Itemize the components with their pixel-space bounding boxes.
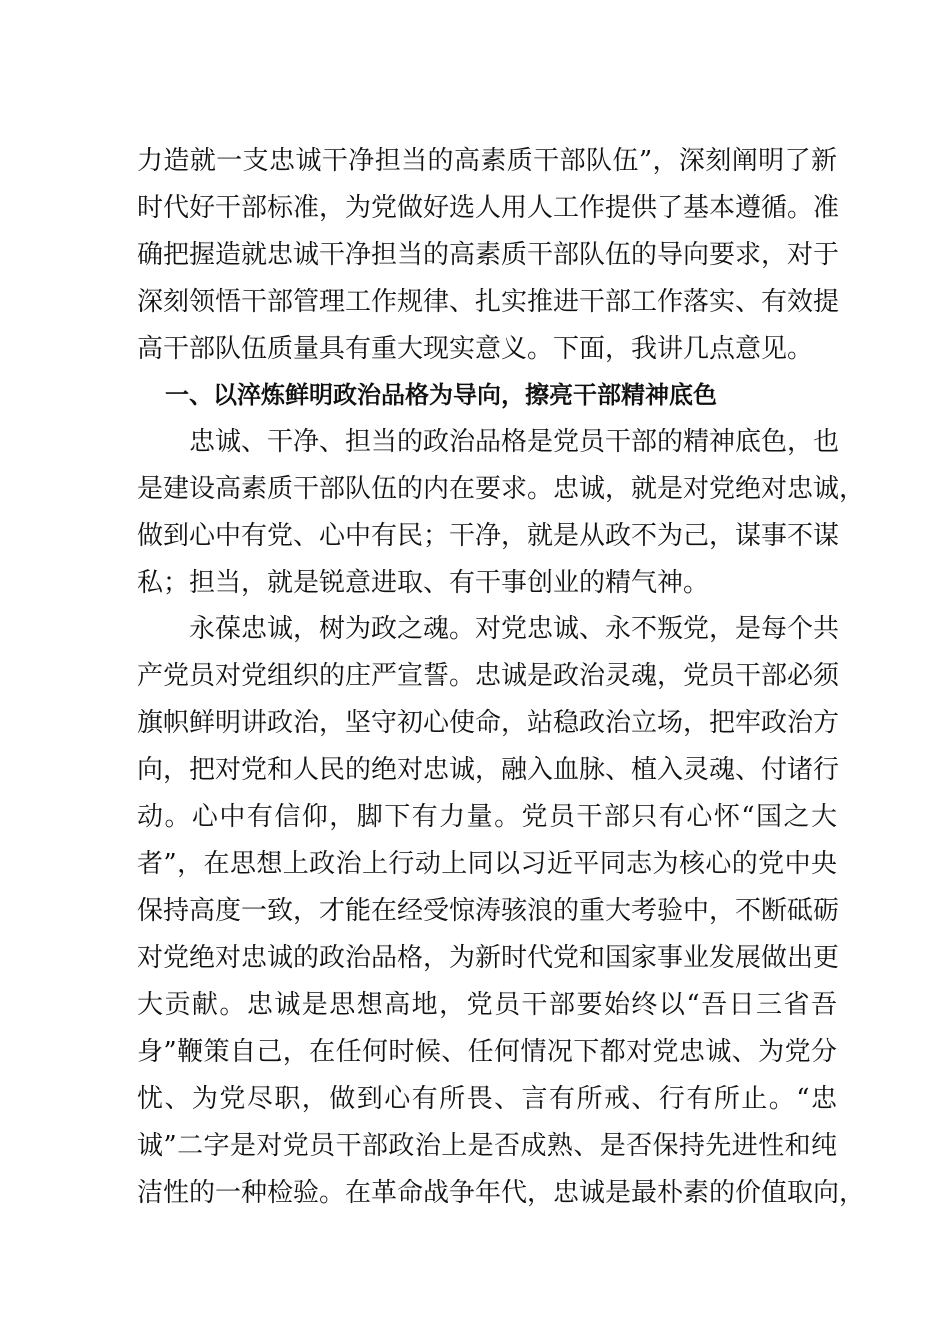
paragraph-1-line-4: 深刻领悟干部管理工作规律、扎实推进干部工作落实、有效提 — [137, 287, 840, 317]
paragraph-3-line-5: 动。心中有信仰，脚下有力量。党员干部只有心怀“国之大 — [137, 802, 837, 832]
section-heading: 一、以淬炼鲜明政治品格为导向，擦亮干部精神底色 — [165, 381, 717, 409]
paragraph-3-line-3: 旗帜鲜明讲政治，坚守初心使命，站稳政治立场，把牢政治方 — [137, 708, 840, 738]
paragraph-1-line-1: 力造就一支忠诚干净担当的高素质干部队伍”，深刻阐明了新 — [137, 146, 837, 176]
paragraph-2-line-2: 是建设高素质干部队伍的内在要求。忠诚，就是对党绝对忠诚， — [137, 474, 866, 504]
paragraph-3-line-10: 身”鞭策自己，在任何时候、任何情况下都对党忠诚、为党分 — [137, 1037, 837, 1067]
paragraph-3-line-2: 产党员对党组织的庄严宣誓。忠诚是政治灵魂，党员干部必须 — [137, 661, 840, 691]
paragraph-2-line-3: 做到心中有党、心中有民；干净，就是从政不为己，谋事不谋 — [137, 521, 840, 551]
paragraph-1-line-5: 高干部队伍质量具有重大现实意义。下面，我讲几点意见。 — [137, 334, 814, 364]
paragraph-3-line-7: 保持高度一致，才能在经受惊涛骇浪的重大考验中，不断砥砺 — [137, 896, 840, 926]
paragraph-1-line-3: 确把握造就忠诚干净担当的高素质干部队伍的导向要求，对于 — [137, 240, 840, 270]
paragraph-2-line-1: 忠诚、干净、担当的政治品格是党员干部的精神底色，也 — [189, 427, 840, 457]
paragraph-3-line-12: 诚”二字是对党员干部政治上是否成熟、是否保持先进性和纯 — [137, 1131, 837, 1161]
paragraph-3-line-6: 者”，在思想上政治上行动上同以习近平同志为核心的党中央 — [137, 849, 837, 879]
paragraph-3-line-13: 洁性的一种检验。在革命战争年代，忠诚是最朴素的价值取向， — [137, 1178, 866, 1208]
paragraph-1-line-2: 时代好干部标准，为党做好选人用人工作提供了基本遵循。准 — [137, 193, 840, 223]
paragraph-3-line-11: 忧、为党尽职，做到心有所畏、言有所戒、行有所止。“忠 — [137, 1084, 837, 1114]
paragraph-3-line-1: 永葆忠诚，树为政之魂。对党忠诚、永不叛党，是每个共 — [189, 614, 840, 644]
paragraph-2-line-4: 私；担当，就是锐意进取、有干事创业的精气神。 — [137, 568, 710, 598]
paragraph-3-line-9: 大贡献。忠诚是思想高地，党员干部要始终以“吾日三省吾 — [137, 990, 837, 1020]
paragraph-3-line-4: 向，把对党和人民的绝对忠诚，融入血脉、植入灵魂、付诸行 — [137, 755, 840, 785]
paragraph-3-line-8: 对党绝对忠诚的政治品格，为新时代党和国家事业发展做出更 — [137, 943, 840, 973]
